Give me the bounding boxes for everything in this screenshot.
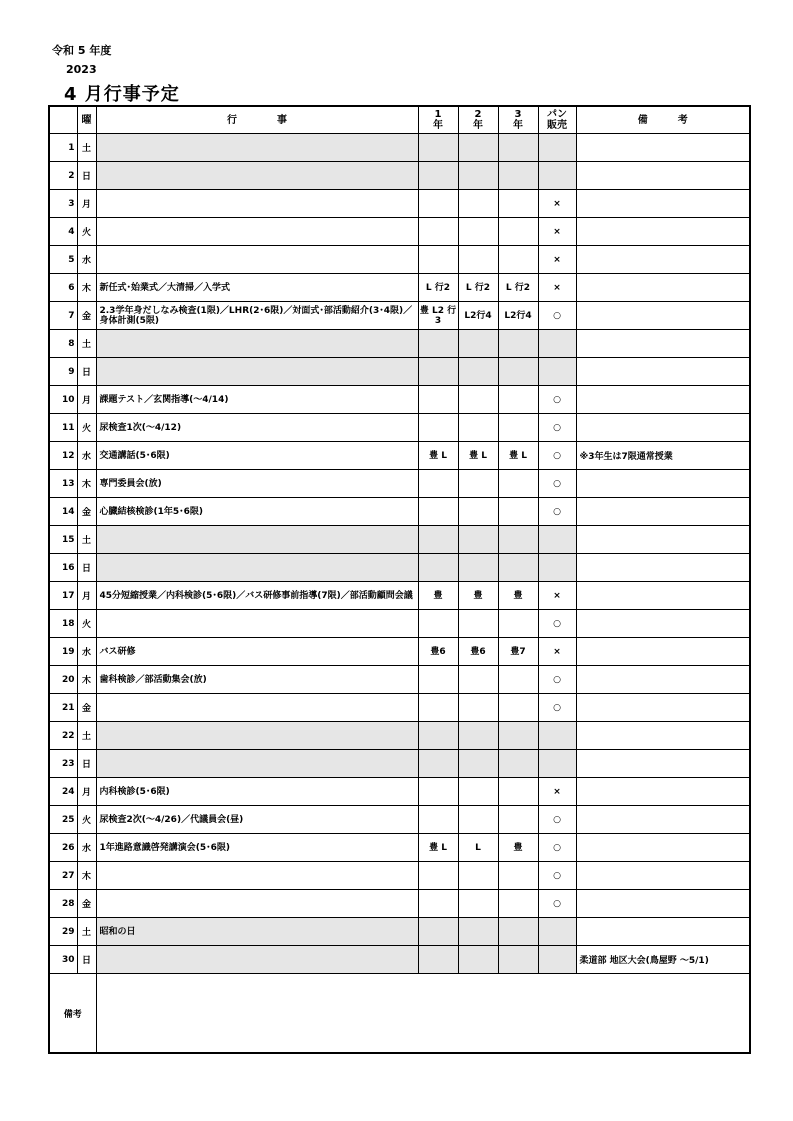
- pan-sale-cell: [538, 554, 576, 582]
- weekday-cell: 金: [77, 498, 96, 526]
- event-cell: [96, 134, 418, 162]
- note-cell: [576, 918, 750, 946]
- event-cell: 歯科検診／部活動集会(放): [96, 666, 418, 694]
- grade2-cell: 豊6: [458, 638, 498, 666]
- pan-sale-cell: ○: [538, 498, 576, 526]
- schedule-row: [49, 218, 750, 246]
- grade1-cell: [418, 750, 458, 778]
- pan-sale-cell: [538, 946, 576, 974]
- pan-sale-cell: ○: [538, 694, 576, 722]
- weekday-cell: 木: [77, 274, 96, 302]
- note-cell: [576, 666, 750, 694]
- day-cell: 20: [49, 666, 77, 694]
- grade1-cell: [418, 162, 458, 190]
- grade3-cell: [498, 946, 538, 974]
- schedule-row: [49, 302, 750, 330]
- grade2-cell: [458, 890, 498, 918]
- day-cell: 12: [49, 442, 77, 470]
- grade3-cell: [498, 134, 538, 162]
- grade3-cell: [498, 526, 538, 554]
- pan-sale-cell: ×: [538, 638, 576, 666]
- remarks-label: 備考: [49, 974, 96, 1054]
- header-notes: 備 考: [576, 106, 750, 134]
- schedule-row: [49, 778, 750, 806]
- event-cell: [96, 946, 418, 974]
- grade1-cell: 豊 L2 行3: [418, 302, 458, 330]
- event-cell: 内科検診(5･6限): [96, 778, 418, 806]
- schedule-table: [48, 105, 751, 1054]
- remarks-row: [49, 974, 750, 1054]
- event-cell: [96, 330, 418, 358]
- schedule-row: [49, 274, 750, 302]
- event-cell: [96, 162, 418, 190]
- grade1-cell: 豊 L: [418, 834, 458, 862]
- grade3-cell: [498, 470, 538, 498]
- grade3-cell: [498, 246, 538, 274]
- day-cell: 30: [49, 946, 77, 974]
- event-cell: [96, 890, 418, 918]
- grade2-cell: 豊 L: [458, 442, 498, 470]
- day-cell: 25: [49, 806, 77, 834]
- weekday-cell: 月: [77, 582, 96, 610]
- pan-sale-cell: ○: [538, 386, 576, 414]
- note-cell: [576, 694, 750, 722]
- event-cell: [96, 722, 418, 750]
- pan-sale-cell: ○: [538, 610, 576, 638]
- day-cell: 29: [49, 918, 77, 946]
- event-cell: 交通講話(5･6限): [96, 442, 418, 470]
- note-cell: [576, 778, 750, 806]
- header-grade2-text: 2 年: [473, 109, 483, 131]
- event-cell: [96, 862, 418, 890]
- grade3-cell: 豊 L: [498, 442, 538, 470]
- pan-sale-cell: [538, 134, 576, 162]
- event-cell: [96, 218, 418, 246]
- grade1-cell: [418, 358, 458, 386]
- event-cell: 専門委員会(放): [96, 470, 418, 498]
- weekday-cell: 日: [77, 946, 96, 974]
- day-cell: 16: [49, 554, 77, 582]
- grade3-cell: [498, 414, 538, 442]
- grade3-cell: [498, 890, 538, 918]
- day-cell: 22: [49, 722, 77, 750]
- note-cell: 柔道部 地区大会(鳥屋野 ～5/1): [576, 946, 750, 974]
- grade2-cell: [458, 526, 498, 554]
- grade3-cell: 豊7: [498, 638, 538, 666]
- event-cell: [96, 190, 418, 218]
- grade2-cell: [458, 246, 498, 274]
- weekday-cell: 日: [77, 750, 96, 778]
- grade1-cell: 豊6: [418, 638, 458, 666]
- grade3-cell: [498, 218, 538, 246]
- note-cell: [576, 386, 750, 414]
- grade1-cell: 豊: [418, 582, 458, 610]
- note-cell: [576, 162, 750, 190]
- weekday-cell: 水: [77, 638, 96, 666]
- grade3-cell: [498, 750, 538, 778]
- grade1-cell: [418, 386, 458, 414]
- grade2-cell: [458, 666, 498, 694]
- day-cell: 21: [49, 694, 77, 722]
- day-cell: 17: [49, 582, 77, 610]
- grade2-cell: [458, 134, 498, 162]
- header-grade2: [458, 106, 498, 134]
- header-events: 行 事: [96, 106, 418, 134]
- header-grade3-text: 3 年: [513, 109, 523, 131]
- grade2-cell: [458, 778, 498, 806]
- grade1-cell: L 行2: [418, 274, 458, 302]
- grade1-cell: [418, 330, 458, 358]
- pan-sale-cell: [538, 162, 576, 190]
- note-cell: [576, 722, 750, 750]
- weekday-cell: 月: [77, 190, 96, 218]
- grade2-cell: [458, 610, 498, 638]
- note-cell: [576, 750, 750, 778]
- day-cell: 23: [49, 750, 77, 778]
- grade3-cell: 豊: [498, 834, 538, 862]
- grade2-cell: [458, 946, 498, 974]
- note-cell: [576, 218, 750, 246]
- header-day: [49, 106, 77, 134]
- grade1-cell: [418, 218, 458, 246]
- grade1-cell: [418, 610, 458, 638]
- grade1-cell: [418, 414, 458, 442]
- event-cell: 2.3学年身だしなみ検査(1限)／LHR(2･6限)／対面式･部活動紹介(3･4限)／身体計測(5限): [96, 302, 418, 330]
- note-cell: [576, 834, 750, 862]
- day-cell: 6: [49, 274, 77, 302]
- grade1-cell: [418, 526, 458, 554]
- pan-sale-cell: ○: [538, 470, 576, 498]
- day-cell: 28: [49, 890, 77, 918]
- weekday-cell: 月: [77, 386, 96, 414]
- schedule-row: [49, 134, 750, 162]
- day-cell: 10: [49, 386, 77, 414]
- schedule-row: [49, 470, 750, 498]
- note-cell: [576, 554, 750, 582]
- day-cell: 14: [49, 498, 77, 526]
- grade2-cell: [458, 386, 498, 414]
- schedule-row: [49, 582, 750, 610]
- page-title: 4 月行事予定: [64, 84, 180, 105]
- note-cell: [576, 526, 750, 554]
- schedule-body: [49, 134, 750, 974]
- grade1-cell: [418, 722, 458, 750]
- pan-sale-cell: [538, 358, 576, 386]
- weekday-cell: 月: [77, 778, 96, 806]
- pan-sale-cell: [538, 750, 576, 778]
- weekday-cell: 土: [77, 722, 96, 750]
- grade2-cell: [458, 218, 498, 246]
- day-cell: 11: [49, 414, 77, 442]
- header-grade3: [498, 106, 538, 134]
- note-cell: [576, 638, 750, 666]
- event-cell: 尿検査2次(～4/26)／代議員会(昼): [96, 806, 418, 834]
- grade3-cell: [498, 778, 538, 806]
- grade2-cell: [458, 694, 498, 722]
- grade2-cell: L 行2: [458, 274, 498, 302]
- schedule-row: [49, 638, 750, 666]
- schedule-row: [49, 946, 750, 974]
- schedule-row: [49, 666, 750, 694]
- weekday-cell: 日: [77, 554, 96, 582]
- schedule-row: [49, 190, 750, 218]
- event-cell: 45分短縮授業／内科検診(5･6限)／バス研修事前指導(7限)／部活動顧問会議: [96, 582, 418, 610]
- pan-sale-cell: ○: [538, 862, 576, 890]
- note-cell: [576, 414, 750, 442]
- day-cell: 7: [49, 302, 77, 330]
- note-cell: [576, 806, 750, 834]
- header-row: [49, 106, 750, 134]
- grade3-cell: [498, 330, 538, 358]
- grade2-cell: [458, 554, 498, 582]
- pan-sale-cell: ○: [538, 302, 576, 330]
- grade1-cell: [418, 246, 458, 274]
- weekday-cell: 木: [77, 666, 96, 694]
- grade2-cell: 豊: [458, 582, 498, 610]
- grade3-cell: [498, 386, 538, 414]
- day-cell: 2: [49, 162, 77, 190]
- pan-sale-cell: [538, 722, 576, 750]
- grade3-cell: [498, 498, 538, 526]
- schedule-row: [49, 554, 750, 582]
- note-cell: ※3年生は7限通常授業: [576, 442, 750, 470]
- pan-sale-cell: ○: [538, 806, 576, 834]
- weekday-cell: 木: [77, 862, 96, 890]
- pan-sale-cell: ○: [538, 442, 576, 470]
- day-cell: 5: [49, 246, 77, 274]
- header-grade1-text: 1 年: [433, 109, 443, 131]
- pan-sale-cell: ×: [538, 190, 576, 218]
- pan-sale-cell: [538, 330, 576, 358]
- weekday-cell: 土: [77, 526, 96, 554]
- event-cell: 1年進路意識啓発講演会(5･6限): [96, 834, 418, 862]
- schedule-row: [49, 358, 750, 386]
- grade2-cell: [458, 918, 498, 946]
- grade1-cell: [418, 890, 458, 918]
- grade2-cell: L: [458, 834, 498, 862]
- grade1-cell: [418, 190, 458, 218]
- schedule-row: [49, 918, 750, 946]
- pan-sale-cell: ○: [538, 890, 576, 918]
- schedule-row: [49, 610, 750, 638]
- event-cell: [96, 694, 418, 722]
- event-cell: バス研修: [96, 638, 418, 666]
- event-cell: [96, 610, 418, 638]
- weekday-cell: 火: [77, 610, 96, 638]
- weekday-cell: 金: [77, 694, 96, 722]
- grade1-cell: [418, 134, 458, 162]
- grade2-cell: [458, 470, 498, 498]
- grade3-cell: L2行4: [498, 302, 538, 330]
- day-cell: 19: [49, 638, 77, 666]
- note-cell: [576, 470, 750, 498]
- grade3-cell: L 行2: [498, 274, 538, 302]
- schedule-row: [49, 498, 750, 526]
- grade2-cell: [458, 750, 498, 778]
- pan-sale-cell: ×: [538, 582, 576, 610]
- pan-sale-cell: ○: [538, 834, 576, 862]
- weekday-cell: 日: [77, 358, 96, 386]
- day-cell: 3: [49, 190, 77, 218]
- note-cell: [576, 610, 750, 638]
- note-cell: [576, 134, 750, 162]
- weekday-cell: 金: [77, 890, 96, 918]
- grade3-cell: [498, 554, 538, 582]
- schedule-row: [49, 750, 750, 778]
- header-pan-sale: [538, 106, 576, 134]
- day-cell: 15: [49, 526, 77, 554]
- day-cell: 26: [49, 834, 77, 862]
- weekday-cell: 土: [77, 330, 96, 358]
- pan-sale-cell: ○: [538, 414, 576, 442]
- note-cell: [576, 890, 750, 918]
- grade2-cell: [458, 414, 498, 442]
- day-cell: 24: [49, 778, 77, 806]
- grade3-cell: [498, 806, 538, 834]
- grade1-cell: [418, 918, 458, 946]
- event-cell: 尿検査1次(～4/12): [96, 414, 418, 442]
- schedule-row: [49, 162, 750, 190]
- event-cell: 課題テスト／玄関指導(～4/14): [96, 386, 418, 414]
- note-cell: [576, 862, 750, 890]
- event-cell: [96, 554, 418, 582]
- grade1-cell: [418, 946, 458, 974]
- grade2-cell: [458, 190, 498, 218]
- grade1-cell: [418, 666, 458, 694]
- schedule-row: [49, 414, 750, 442]
- event-cell: [96, 358, 418, 386]
- event-cell: 心臓結核検診(1年5･6限): [96, 498, 418, 526]
- grade1-cell: 豊 L: [418, 442, 458, 470]
- schedule-row: [49, 386, 750, 414]
- day-cell: 9: [49, 358, 77, 386]
- weekday-cell: 日: [77, 162, 96, 190]
- schedule-row: [49, 442, 750, 470]
- pan-sale-cell: ×: [538, 778, 576, 806]
- day-cell: 1: [49, 134, 77, 162]
- grade3-cell: [498, 694, 538, 722]
- grade3-cell: [498, 918, 538, 946]
- weekday-cell: 金: [77, 302, 96, 330]
- grade3-cell: [498, 358, 538, 386]
- grade2-cell: [458, 330, 498, 358]
- header-weekday: 曜: [77, 106, 96, 134]
- header-pan-sale-text: パン 販売: [547, 109, 567, 131]
- day-cell: 18: [49, 610, 77, 638]
- fiscal-year: 2023: [66, 63, 97, 76]
- event-cell: [96, 750, 418, 778]
- grade2-cell: [458, 722, 498, 750]
- schedule-row: [49, 694, 750, 722]
- weekday-cell: 水: [77, 834, 96, 862]
- grade3-cell: [498, 162, 538, 190]
- pan-sale-cell: ○: [538, 666, 576, 694]
- day-cell: 13: [49, 470, 77, 498]
- pan-sale-cell: [538, 526, 576, 554]
- pan-sale-cell: ×: [538, 246, 576, 274]
- grade2-cell: [458, 806, 498, 834]
- weekday-cell: 水: [77, 442, 96, 470]
- note-cell: [576, 190, 750, 218]
- grade2-cell: [458, 862, 498, 890]
- grade3-cell: [498, 666, 538, 694]
- grade3-cell: [498, 722, 538, 750]
- weekday-cell: 木: [77, 470, 96, 498]
- pan-sale-cell: ×: [538, 218, 576, 246]
- schedule-row: [49, 722, 750, 750]
- grade3-cell: 豊: [498, 582, 538, 610]
- note-cell: [576, 498, 750, 526]
- weekday-cell: 火: [77, 414, 96, 442]
- grade1-cell: [418, 862, 458, 890]
- remarks-content: [96, 974, 750, 1054]
- event-cell: 昭和の日: [96, 918, 418, 946]
- weekday-cell: 土: [77, 918, 96, 946]
- grade2-cell: [458, 498, 498, 526]
- event-cell: [96, 526, 418, 554]
- grade1-cell: [418, 778, 458, 806]
- grade1-cell: [418, 470, 458, 498]
- note-cell: [576, 302, 750, 330]
- grade2-cell: [458, 162, 498, 190]
- day-cell: 27: [49, 862, 77, 890]
- schedule-row: [49, 834, 750, 862]
- schedule-row: [49, 806, 750, 834]
- fiscal-year-era: 令和 5 年度: [52, 44, 112, 57]
- grade1-cell: [418, 806, 458, 834]
- day-cell: 4: [49, 218, 77, 246]
- pan-sale-cell: [538, 918, 576, 946]
- weekday-cell: 水: [77, 246, 96, 274]
- grade1-cell: [418, 694, 458, 722]
- weekday-cell: 火: [77, 806, 96, 834]
- header-grade1: [418, 106, 458, 134]
- day-cell: 8: [49, 330, 77, 358]
- weekday-cell: 土: [77, 134, 96, 162]
- note-cell: [576, 330, 750, 358]
- weekday-cell: 火: [77, 218, 96, 246]
- schedule-row: [49, 330, 750, 358]
- event-cell: 新任式･始業式／大清掃／入学式: [96, 274, 418, 302]
- grade3-cell: [498, 610, 538, 638]
- grade1-cell: [418, 554, 458, 582]
- grade2-cell: [458, 358, 498, 386]
- event-cell: [96, 246, 418, 274]
- schedule-row: [49, 862, 750, 890]
- grade1-cell: [418, 498, 458, 526]
- note-cell: [576, 246, 750, 274]
- note-cell: [576, 358, 750, 386]
- schedule-row: [49, 526, 750, 554]
- pan-sale-cell: ×: [538, 274, 576, 302]
- note-cell: [576, 582, 750, 610]
- grade3-cell: [498, 862, 538, 890]
- grade2-cell: L2行4: [458, 302, 498, 330]
- schedule-row: [49, 246, 750, 274]
- note-cell: [576, 274, 750, 302]
- schedule-row: [49, 890, 750, 918]
- grade3-cell: [498, 190, 538, 218]
